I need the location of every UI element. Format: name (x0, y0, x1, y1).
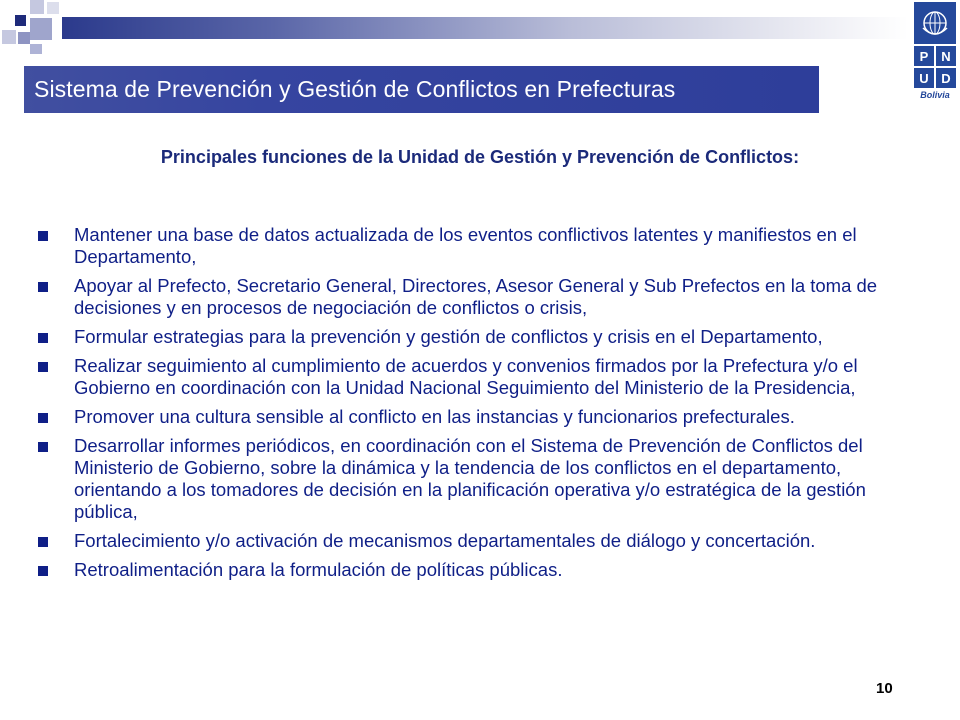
decorative-square (30, 0, 44, 14)
decorative-square (2, 30, 16, 44)
decorative-square (15, 15, 26, 26)
list-item-text: Retroalimentación para la formulación de políticas públicas. (74, 559, 563, 580)
list-item-text: Apoyar al Prefecto, Secretario General, Directores, Asesor General y Sub Prefectos en la toma de decisiones y en procesos de negociación de conflictos o crisis, (74, 275, 878, 318)
decorative-square (30, 18, 52, 40)
list-item-text: Desarrollar informes periódicos, en coordinación con el Sistema de Prevención de Conflictos del Ministerio de Gobierno, sobre la dinámica y la tendencia de los conflictos en el departamento, orientando a los tomadores de decisión en la planificación operativa y/o estratégica de la gestión pública, (74, 435, 866, 522)
square-bullet-icon (38, 566, 48, 576)
square-bullet-icon (38, 282, 48, 292)
title-banner (24, 66, 819, 113)
decorative-square (18, 32, 30, 44)
list-item-text: Realizar seguimiento al cumplimiento de acuerdos y convenios firmados por la Prefectura y/o el Gobierno en coordinación con la Unidad Nacional Seguimiento del Ministerio de la Presidencia, (74, 355, 858, 398)
undp-logo (912, 2, 958, 100)
list-item (38, 435, 913, 523)
square-bullet-icon (38, 537, 48, 547)
list-item-text: Fortalecimiento y/o activación de mecanismos departamentales de diálogo y concertación. (74, 530, 816, 551)
section-subtitle: Principales funciones de la Unidad de Gestión y Prevención de Conflictos: (160, 147, 800, 167)
functions-list (38, 224, 913, 588)
square-bullet-icon (38, 413, 48, 423)
logo-letter: P (914, 46, 934, 66)
square-bullet-icon (38, 442, 48, 452)
list-item (38, 275, 913, 319)
page-number: 10 (876, 680, 893, 697)
decorative-square (47, 2, 59, 14)
list-item (38, 406, 913, 428)
page-title: Sistema de Prevención y Gestión de Conflictos en Prefecturas (34, 76, 676, 102)
decorative-square (30, 44, 42, 54)
logo-letter: D (936, 68, 956, 88)
list-item (38, 224, 913, 268)
list-item (38, 355, 913, 399)
list-item-text: Promover una cultura sensible al conflicto en las instancias y funcionarios prefecturales. (74, 406, 795, 427)
list-item (38, 559, 913, 581)
logo-letter: U (914, 68, 934, 88)
header-gradient-bar (62, 17, 908, 39)
logo-country: Bolivia (920, 90, 950, 100)
list-item-text: Mantener una base de datos actualizada de los eventos conflictivos latentes y manifiestos en el Departamento, (74, 224, 857, 267)
logo-letter: N (936, 46, 956, 66)
un-emblem-icon (914, 2, 956, 44)
square-bullet-icon (38, 231, 48, 241)
list-item-text: Formular estrategias para la prevención y gestión de conflictos y crisis en el Departamento, (74, 326, 823, 347)
square-bullet-icon (38, 333, 48, 343)
list-item (38, 530, 913, 552)
square-bullet-icon (38, 362, 48, 372)
list-item (38, 326, 913, 348)
